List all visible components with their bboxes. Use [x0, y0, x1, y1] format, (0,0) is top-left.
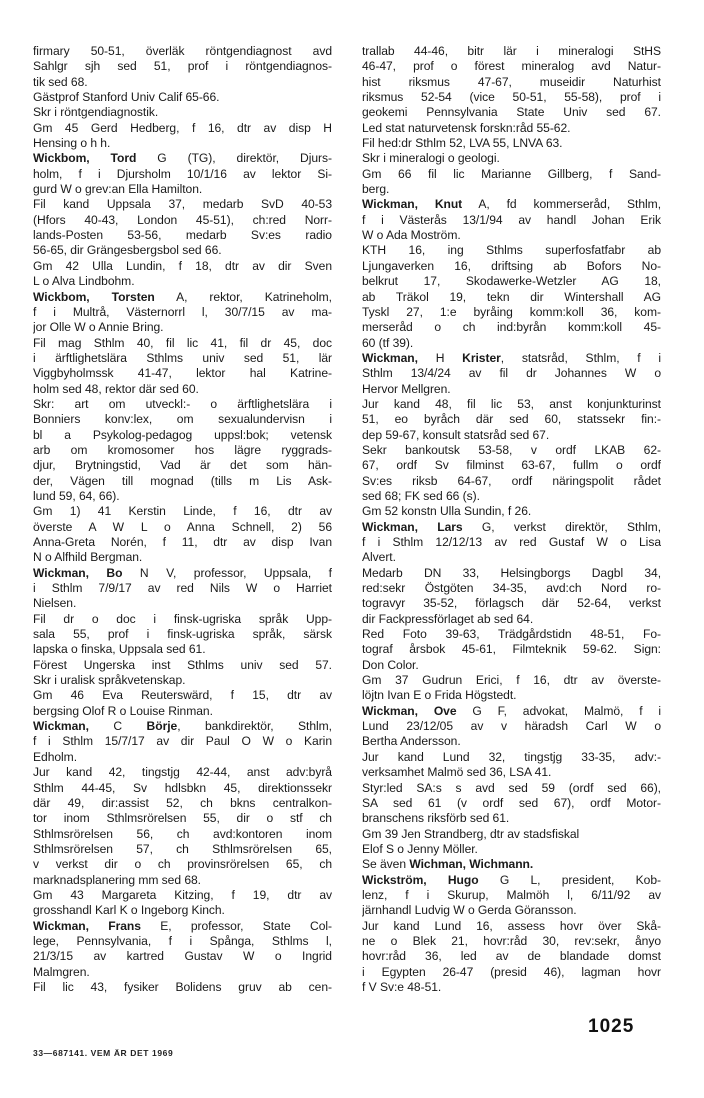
line-text: merseråd o ch ind:byrån komm:koll 45- [362, 320, 661, 335]
line-text: SA sed 61 (v ordf sed 67), ordf Motor- [362, 795, 661, 810]
line-text: Jur kand Lund 16, assess hovr över Skå- [362, 918, 661, 933]
text-line [33, 136, 332, 151]
text-line [33, 535, 332, 550]
text-line [33, 105, 332, 120]
text-line [33, 642, 332, 657]
line-text: Sahlgr sjh sed 51, prof i röntgendiagnos- [33, 59, 332, 74]
line-text: f i Sthlm 15/7/17 av dir Paul O W o Karin [33, 734, 332, 749]
line-text: lund 59, 64, 66). [33, 488, 120, 503]
line-text: Don Color. [362, 657, 419, 672]
line-text: Red Foto 39-63, Trädgårdstidn 48-51, Fo- [362, 627, 661, 642]
line-text: L o Alva Lindbohm. [33, 274, 135, 289]
line-text: (Hfors 40-43, London 45-51), ch:red Norr- [33, 212, 332, 227]
text-line [362, 704, 661, 719]
line-text: Skr: art om utveckl:- o ärftlighetslära i [33, 396, 332, 411]
text-line [33, 290, 332, 305]
text-line [33, 719, 332, 734]
line-text: Sv:es riksb 64-67, ordf näringspolit rådet [362, 473, 661, 488]
text-line [362, 75, 661, 90]
text-line [362, 290, 661, 305]
line-text: Jur kand 48, fil lic 53, anst konjunkturinst [362, 396, 661, 411]
text-line [33, 873, 332, 888]
text-line [362, 228, 661, 243]
line-text: löjtn Ivan E o Frida Högstedt. [362, 688, 517, 703]
line-text: lapska o finska, Uppsala sed 61. [33, 642, 206, 657]
line-text: f V Sv:e 48-51. [362, 979, 442, 994]
text-line [33, 734, 332, 749]
text-line [33, 765, 332, 780]
line-text: G, verkst direktör, Sthlm, [462, 519, 661, 534]
line-text: sala 55, prof i finsk-ugriska språk, särsk [33, 627, 332, 642]
line-text: Led stat naturvetensk forskn:råd 55-62. [362, 120, 571, 135]
text-line [362, 428, 661, 443]
line-text: verksamhet Malmö sed 36, LSA 41. [362, 765, 552, 780]
text-line [362, 121, 661, 136]
line-text: Gm 37 Gudrun Erici, f 16, dtr av överste- [362, 673, 661, 688]
text-line [33, 949, 332, 964]
line-text: togravyr 35-52, förlagsch där 52-64, verkst [362, 596, 661, 611]
text-line [33, 243, 332, 258]
line-text: bl a Psykolog-pedagog uppsl:bok; vetensk [33, 427, 332, 442]
line-text: Tyskl 27, 1:e byråing komm:koll 36, kom- [362, 304, 661, 319]
text-line [33, 259, 332, 274]
text-line [362, 581, 661, 596]
text-line [33, 151, 332, 166]
text-line [362, 949, 661, 964]
text-line [362, 827, 661, 842]
line-text: Gm 39 Jen Strandberg, dtr av stadsfiskal [362, 826, 580, 841]
text-line [33, 688, 332, 703]
line-text: Sthlm 13/4/24 av fil dr Johannes W o [362, 366, 661, 381]
line-text: Hensing o h h. [33, 136, 111, 151]
text-line [362, 612, 661, 627]
line-text: , bankdirektör, Sthlm, [177, 719, 332, 734]
line-text: Anna-Greta Norén, f 11, dtr av disp Ivan [33, 535, 332, 549]
text-line [33, 382, 332, 397]
text-line [33, 827, 332, 842]
line-text: hist riksmus 47-67, museidir Naturhist [362, 74, 661, 89]
line-text: tik sed 68. [33, 74, 88, 89]
text-line [362, 182, 661, 197]
text-line [362, 673, 661, 688]
text-line [362, 903, 661, 918]
line-text: Hervor Mellgren. [362, 381, 451, 396]
text-line [362, 412, 661, 427]
line-text: Gästprof Stanford Univ Calif 65-66. [33, 90, 220, 105]
line-text: där 49, dir:assist 52, ch bkns centralkon- [33, 795, 332, 810]
text-line [362, 566, 661, 581]
line-text: järnhandl Ludvig W o Gerda Göransson. [362, 903, 577, 918]
line-text: tor inom Sthlmsrörelsen 55, dir o stf ch [33, 811, 332, 826]
text-line [362, 44, 661, 59]
text-line [362, 489, 661, 504]
line-text: Sthlmsrörelsen 56, ch avd:kontoren inom [33, 826, 332, 841]
text-line [362, 550, 661, 565]
line-text: Edholm. [33, 749, 78, 764]
entry-name: Wickman, Lars [362, 519, 463, 534]
text-line [33, 781, 332, 796]
text-line [33, 566, 332, 581]
text-line [362, 382, 661, 397]
line-text: f i Multrå, Västernorrl l, 30/7/15 av ma- [33, 304, 332, 319]
line-text: riksmus 52-54 (vice 50-51, 55-58), prof i [362, 90, 661, 105]
line-text: Gm 66 fil lic Marianne Gillberg, f Sand- [362, 166, 661, 181]
text-line [362, 842, 661, 857]
line-text: 46-47, prof o förest mineralog avd Natur- [362, 59, 661, 74]
text-line [33, 980, 332, 995]
line-text: N o Alfhild Bergman. [33, 550, 143, 565]
left-column [33, 44, 332, 995]
line-text: Medarb DN 33, Helsingborgs Dagbl 34, [362, 565, 661, 580]
text-line [362, 765, 661, 780]
line-text: , statsråd, Sthlm, f i [500, 350, 661, 365]
line-text: A, rektor, Katrineholm, [154, 289, 332, 304]
entry-name: Wickman, Ove [362, 703, 457, 718]
line-text: W o Ada Moström. [362, 228, 461, 243]
text-line [33, 228, 332, 243]
text-line [33, 520, 332, 535]
text-line [33, 428, 332, 443]
line-text: marknadsplanering mm sed 68. [33, 872, 201, 887]
line-text: ab Träkol 19, tekn dir Wintershall AG [362, 289, 661, 304]
text-line [33, 750, 332, 765]
text-line [33, 351, 332, 366]
text-line [362, 243, 661, 258]
line-text: v verkst dir o ch provinsrörelsen 65, ch [33, 857, 332, 872]
line-text: Sthlmsrörelsen 57, ch Sthlmsrörelsen 65, [33, 841, 332, 856]
text-line [362, 520, 661, 535]
text-line [362, 535, 661, 550]
text-line [362, 213, 661, 228]
text-line [362, 980, 661, 995]
text-line [33, 274, 332, 289]
line-text: Gm 46 Eva Reuterswärd, f 15, dtr av [33, 688, 332, 703]
text-line [362, 136, 661, 151]
text-line [33, 903, 332, 918]
text-line [33, 320, 332, 335]
text-line [33, 811, 332, 826]
text-line [362, 596, 661, 611]
line-text: sed 68; FK sed 66 (s). [362, 488, 480, 503]
page-number: 1025 [588, 1016, 635, 1037]
line-text: Skr i uralisk språkvetenskap. [33, 673, 186, 688]
entry-name: Wickman, Bo [33, 565, 123, 580]
line-text: lege, Pennsylvania, f i Spånga, Sthlms l, [33, 933, 332, 948]
line-text: Fil hed:dr Sthlm 52, LVA 55, LNVA 63. [362, 136, 563, 151]
line-text: i Sthlm 7/9/17 av red Nils W o Harriet [33, 581, 332, 596]
line-text: Fil dr o doc i finsk-ugriska språk Upp- [33, 611, 332, 626]
line-text: i Egypten 26-47 (presid 46), lagman hovr [362, 964, 661, 979]
line-text: E, professor, State Col- [140, 918, 332, 933]
text-line [362, 151, 661, 166]
text-line [33, 934, 332, 949]
line-text: djur, Brytningstid, Vad är det som hän- [33, 458, 332, 473]
line-text: 51, eo byråch där sed 60, statssekr fin:- [362, 412, 661, 427]
line-text: Alvert. [362, 550, 396, 565]
line-text: Sthlm 44-45, Sv hdlsbkn 45, direktionssekr [33, 780, 332, 795]
line-text: grosshandl Karl K o Ingeborg Kinch. [33, 903, 225, 918]
text-line [362, 105, 661, 120]
line-text: 21/3/15 av kartred Gustav W o Ingrid [33, 949, 332, 964]
entry-name: Wickman, [362, 350, 418, 365]
text-line [33, 842, 332, 857]
line-text: Gm 52 konstn Ulla Sundin, f 26. [362, 504, 532, 519]
text-line [33, 182, 332, 197]
entry-name: Wickman, Knut [362, 197, 463, 212]
text-line [362, 259, 661, 274]
text-line [33, 965, 332, 980]
text-line [33, 44, 332, 59]
line-text: Se även [362, 857, 410, 872]
entry-name: Wickman, Frans [33, 918, 141, 933]
line-text: hovr:råd 36, led av de blandade domst [362, 949, 661, 964]
line-text: belkrut 17, Skodawerke-Wetzler AG 18, [362, 274, 661, 289]
line-text: A, fd kommerseråd, Sthlm, [462, 197, 661, 212]
text-line [33, 627, 332, 642]
line-text: i ärftlighetslära Sthlms univ sed 51, lär [33, 350, 332, 365]
line-text: tograf årsbok 45-61, Filmteknik 59-62. Sign: [362, 642, 661, 657]
line-text: Gm 42 Ulla Lundin, f 18, dtr av dir Sven [33, 258, 332, 273]
line-text: Fil mag Sthlm 40, fil lic 41, fil dr 45, doc [33, 335, 332, 350]
line-text: trallab 44-46, bitr lär i mineralogi StHS [362, 44, 661, 58]
text-line [362, 781, 661, 796]
text-line [33, 305, 332, 320]
text-line [362, 934, 661, 949]
text-line [33, 412, 332, 427]
text-line [33, 474, 332, 489]
line-text: överste A W L o Anna Schnell, 2) 56 [33, 519, 332, 534]
line-text: jor Olle W o Annie Bring. [33, 320, 164, 335]
text-line [362, 336, 661, 351]
entry-name-part: Krister [462, 350, 501, 365]
text-line [362, 965, 661, 980]
line-text: Gm 43 Margareta Kitzing, f 19, dtr av [33, 887, 332, 902]
text-line [33, 581, 332, 596]
text-line [33, 213, 332, 228]
text-line [362, 59, 661, 74]
line-text: C [88, 719, 147, 734]
line-text: gurd W o grev:an Ella Hamilton. [33, 182, 203, 197]
text-line [33, 167, 332, 182]
line-text: branschens riksförb sed 61. [362, 811, 510, 826]
text-line [362, 734, 661, 749]
text-line [362, 919, 661, 934]
line-text: f i Sthlm 12/12/13 av red Gustaf W o Lisa [362, 535, 661, 549]
line-text: Bonniers konv:lex, om sexualundervisn i [33, 412, 332, 427]
entry-name-part: Wichman, Wichmann. [409, 857, 534, 872]
text-line [362, 366, 661, 381]
line-text: Jur kand 42, tingstjg 42-44, anst adv:byrå [33, 765, 332, 780]
text-line [33, 197, 332, 212]
text-line [33, 857, 332, 872]
line-text: holm sed 48, rektor där sed 60. [33, 381, 199, 396]
text-line [362, 305, 661, 320]
line-text: holm, f i Djursholm 10/1/16 av lektor Si- [33, 166, 332, 181]
line-text: Malmgren. [33, 964, 90, 979]
text-line [362, 90, 661, 105]
entry-name: Wickbom, Torsten [33, 289, 155, 304]
line-text: G (TG), direktör, Djurs- [136, 151, 332, 166]
entry-name: Wickström, Hugo [362, 872, 479, 887]
line-text: lands-Posten 53-56, medarb Sv:es radio [33, 228, 332, 243]
text-line [33, 704, 332, 719]
line-text: firmary 50-51, överläk röntgendiagnost avd [33, 44, 332, 58]
text-line [33, 596, 332, 611]
text-line [33, 504, 332, 519]
text-line [33, 612, 332, 627]
line-text: arb om kromosomer hos lägre ryggrads- [33, 442, 332, 457]
line-text: dir Fackpressförlaget ab sed 64. [362, 611, 534, 626]
text-line [362, 658, 661, 673]
text-line [33, 121, 332, 136]
entry-name: Wickman, [33, 719, 89, 734]
text-line [362, 320, 661, 335]
text-line [362, 642, 661, 657]
line-text: Styr:led SA:s s avd sed 59 (ordf sed 66), [362, 780, 661, 795]
line-text: G F, advokat, Malmö, f i [456, 703, 661, 718]
text-line [362, 474, 661, 489]
line-text: lenz, f i Skurup, Malmöh l, 6/11/92 av [362, 887, 661, 902]
text-line [33, 59, 332, 74]
text-line [33, 458, 332, 473]
text-line [362, 167, 661, 182]
text-line [33, 658, 332, 673]
text-line [362, 397, 661, 412]
line-text: Skr i mineralogi o geologi. [362, 151, 500, 166]
text-line [362, 750, 661, 765]
line-text: f i Västerås 13/1/94 av handl Johan Erik [362, 212, 661, 227]
print-code: 33—687141. VEM ÄR DET 1969 [33, 1048, 174, 1058]
line-text: Fil kand Uppsala 37, medarb SvD 40-53 [33, 197, 332, 212]
line-text: der, Vägen till mognad (tills m Lis Ask- [33, 473, 332, 488]
text-line [33, 366, 332, 381]
line-text: Jur kand Lund 32, tingstjg 33-35, adv:- [362, 749, 661, 764]
line-text: 60 (tf 39). [362, 335, 414, 350]
text-line [362, 719, 661, 734]
text-line [33, 336, 332, 351]
line-text: bergsing Olof R o Louise Rinman. [33, 703, 213, 718]
line-text: Nielsen. [33, 596, 77, 611]
line-text: berg. [362, 182, 390, 197]
text-line [33, 888, 332, 903]
text-line [362, 888, 661, 903]
line-text: Förest Ungerska inst Sthlms univ sed 57. [33, 657, 332, 672]
text-line [33, 673, 332, 688]
line-text: 56-65, dir Grängesbergsbol sed 66. [33, 243, 222, 258]
text-line [362, 857, 661, 872]
line-text: red:sekr Östgöten 34-35, avd:ch Nord ro- [362, 581, 661, 596]
text-line [33, 796, 332, 811]
text-line [362, 504, 661, 519]
line-text: ne o Blek 21, hovr:råd 30, rev:sekr, ånyo [362, 933, 661, 948]
text-line [362, 627, 661, 642]
line-text: Elof S o Jenny Möller. [362, 841, 478, 856]
line-text: Gm 1) 41 Kerstin Linde, f 16, dtr av [33, 504, 332, 519]
text-line [362, 811, 661, 826]
text-line [33, 397, 332, 412]
text-line [362, 873, 661, 888]
text-line [362, 443, 661, 458]
text-line [362, 274, 661, 289]
line-text: Ljungaverken 16, driftsing ab Bofors No- [362, 258, 661, 273]
entry-name: Wickbom, Tord [33, 151, 137, 166]
line-text: dep 59-67, konsult statsråd sed 67. [362, 427, 550, 442]
text-line [33, 489, 332, 504]
line-text: Gm 45 Gerd Hedberg, f 16, dtr av disp H [33, 120, 332, 135]
line-text: Fil lic 43, fysiker Bolidens gruv ab cen- [33, 979, 332, 994]
line-text: Skr i röntgendiagnostik. [33, 105, 159, 120]
text-line [33, 550, 332, 565]
text-line [33, 443, 332, 458]
text-line [33, 75, 332, 90]
line-text: Bertha Andersson. [362, 734, 461, 749]
line-text: H [417, 350, 463, 365]
line-text: N V, professor, Uppsala, f [122, 565, 332, 580]
text-line [33, 919, 332, 934]
text-line [362, 197, 661, 212]
text-line [362, 796, 661, 811]
text-line [362, 688, 661, 703]
text-line [33, 90, 332, 105]
line-text: Lund 23/12/05 av v häradsh Carl W o [362, 719, 661, 734]
entry-name-part: Börje [146, 719, 178, 734]
line-text: G L, president, Kob- [478, 872, 661, 887]
line-text: 67, ordf Sv filminst 63-67, fullm o ordf [362, 458, 661, 473]
line-text: geokemi Pennsylvania State Univ sed 67. [362, 105, 661, 120]
text-line [362, 458, 661, 473]
line-text: KTH 16, ing Sthlms superfosfatfabr ab [362, 243, 661, 258]
line-text: Sekr bankoutsk 53-58, v ordf LKAB 62- [362, 442, 661, 457]
text-line [362, 351, 661, 366]
line-text: Viggbyholmssk 41-47, lektor hal Katrine- [33, 366, 332, 381]
right-column [362, 44, 661, 995]
